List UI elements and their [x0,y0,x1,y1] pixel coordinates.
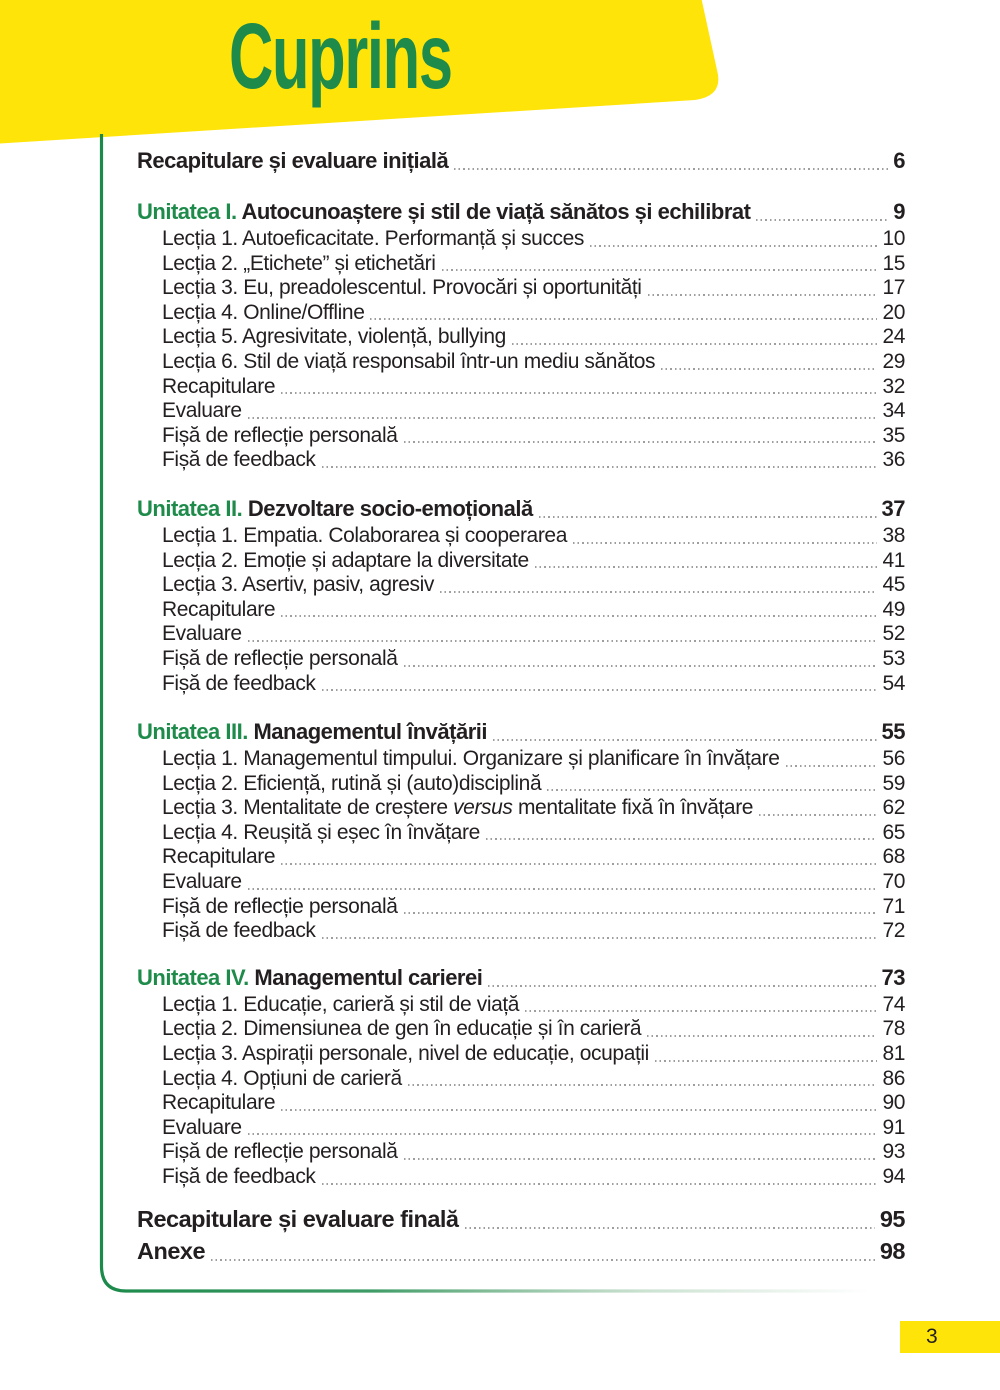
toc-entry-page: 34 [882,399,905,423]
toc-entry-label: Lecția 1. Managementul timpului. Organizare și planificare în învățare [162,747,780,771]
toc-entry-label: Lecția 3. Aspirații personale, nivel de educație, ocupații [162,1042,649,1066]
toc-entry [162,448,905,473]
toc-entry-page: 78 [882,1017,905,1041]
unit-heading [137,963,905,993]
toc-entry-label-italic: versus [453,796,513,820]
dotted-leader [281,863,877,865]
unit-items [137,227,905,473]
dotted-leader [404,1158,878,1160]
toc-entry-page: 81 [882,1042,905,1066]
toc-unit-1 [137,197,905,473]
toc-entry [162,350,905,375]
toc-entry-page: 54 [882,671,905,695]
dotted-leader [655,1060,877,1062]
toc-entry-page: 91 [882,1115,905,1139]
toc-entry [162,895,905,920]
toc-entry-label: Lecția 6. Stil de viață responsabil într-un mediu sănătos [162,349,656,373]
toc-entry-page: 68 [882,845,905,869]
toc-entry-label: Lecția 2. Eficiență, rutină și (auto)disciplină [162,771,542,795]
toc-entry-label [162,796,753,821]
toc-entry-page: 72 [882,919,905,943]
dotted-leader [512,343,878,345]
toc-entry-page: 74 [882,992,905,1016]
toc-entry-page: 59 [882,771,905,795]
toc-entry-page: 32 [882,374,905,398]
toc-entry-page: 55 [881,719,905,745]
toc-entry [162,622,905,647]
unit-heading-label [137,494,533,524]
dotted-leader [442,269,878,271]
toc-entry-page: 70 [882,870,905,894]
toc-entry-label: Lecția 4. Reușită și eșec în învățare [162,820,480,844]
toc-entry [162,276,905,301]
toc-entry-label: Fișă de feedback [162,1165,316,1188]
toc-entry-label: Anexe [137,1237,206,1264]
dotted-leader [759,814,877,816]
unit-title: Autocunoaștere și stil de viață sănătos și echilibrat [241,199,751,224]
toc-entry-label: Lecția 4. Online/Offline [162,300,365,324]
toc-entry-label: Lecția 3. Asertiv, pasiv, agresiv [162,573,434,597]
dotted-leader [535,566,878,568]
dotted-leader [648,294,878,296]
toc-entry-label: Lecția 2. Dimensiunea de gen în educație și în carieră [162,1017,642,1041]
toc-entry [162,549,905,574]
dotted-leader [661,368,877,370]
toc-entry-label: Lecția 2. „Etichete” și etichetări [162,251,436,275]
toc-entry-label: Recapitulare [162,374,276,398]
footer-page-number: 3 [926,1325,938,1348]
toc-entry-label: Lecția 2. Emoție și adaptare la diversitate [162,548,529,572]
unit-heading [137,494,905,524]
unit-number: Unitatea I. [137,199,237,224]
toc-entry [162,993,905,1018]
toc-entry-label: Lecția 3. Eu, preadolescentul. Provocări și oportunități [162,276,642,300]
toc-entry [162,821,905,846]
toc-entry-page: 73 [881,964,905,990]
unit-items [137,993,905,1190]
toc-entry-label-post: mentalitate fixă în învățare [512,796,754,820]
toc-entry-label: Fișă de reflecție personală [162,646,398,670]
dotted-leader [408,1084,878,1086]
toc-entry-label: Recapitulare [162,597,276,621]
unit-title: Managementul carierei [254,964,483,990]
toc-entry [162,672,905,697]
toc-entry [162,252,905,277]
unit-items [137,747,905,944]
dotted-leader [440,591,877,593]
toc-entry-page: 90 [882,1091,905,1115]
dotted-leader [370,318,877,320]
toc-entry-page: 65 [882,820,905,844]
dotted-leader [525,1010,877,1012]
toc-entry-label: Recapitulare [162,845,276,869]
toc-entry-page: 29 [882,349,905,373]
toc-entry [137,146,905,176]
toc-entry-label: Recapitulare [162,1091,276,1115]
dotted-leader [590,245,877,247]
unit-number: Unitatea III. [137,719,248,745]
toc-entry-page: 53 [882,646,905,670]
toc-entry-page: 20 [882,300,905,324]
toc-entry [162,747,905,772]
dotted-leader [756,219,888,221]
toc-entry-label: Fișă de feedback [162,919,316,943]
toc-unit-3 [137,717,905,944]
toc-entry-page: 41 [882,548,905,572]
dotted-leader [281,615,877,617]
toc-entry-page: 17 [882,276,905,300]
toc-entry-page: 95 [879,1205,905,1232]
toc-entry [162,301,905,326]
toc-entry [162,1116,905,1141]
unit-heading-label [137,197,750,227]
toc-entry [162,870,905,895]
toc-entry [162,1091,905,1116]
toc-entry [137,1235,905,1267]
toc-entry [162,647,905,672]
toc-entry-page: 10 [882,227,905,250]
toc-entry [162,227,905,252]
dotted-leader [248,1133,878,1135]
toc-entry-label: Lecția 4. Opțiuni de carieră [162,1066,402,1090]
toc-closing [137,1203,905,1267]
dotted-leader [786,765,878,767]
dotted-leader [573,542,877,544]
toc-entry [162,1067,905,1092]
dotted-leader [486,838,878,840]
unit-items [137,524,905,696]
unit-number: Unitatea IV. [137,964,249,990]
toc-entry-page: 45 [882,573,905,597]
toc-entry [162,399,905,424]
dotted-leader [465,1227,875,1229]
toc-entry-label: Fișă de reflecție personală [162,1140,398,1164]
toc-entry [162,919,905,944]
toc-entry [162,772,905,797]
toc-entry-page: 62 [882,796,905,820]
toc-entry-page: 6 [893,148,905,173]
toc-entry-page: 37 [881,495,905,521]
dotted-leader [647,1035,877,1037]
toc-entry-page: 94 [882,1165,905,1188]
toc-entry [162,1017,905,1042]
dotted-leader [493,739,877,741]
dotted-leader [539,516,877,518]
dotted-leader [322,1183,878,1185]
toc-entry-label: Fișă de reflecție personală [162,423,398,447]
toc-entry-label: Lecția 1. Empatia. Colaborarea și cooperarea [162,523,567,547]
toc-entry [162,1042,905,1067]
toc-unit-4 [137,963,905,1190]
dotted-leader [322,689,878,691]
dotted-leader [322,466,878,468]
toc-entry [137,1203,905,1235]
toc-entry-page: 15 [882,251,905,275]
unit-heading-label [137,963,482,993]
toc-entry [162,1140,905,1165]
footer-page-badge [900,1321,1000,1353]
dotted-leader [248,888,878,890]
dotted-leader [281,1109,877,1111]
toc-entry [162,424,905,449]
toc-entry [162,524,905,549]
toc-entry-page: 9 [893,199,905,224]
toc-entry [162,1165,905,1190]
dotted-leader [211,1259,875,1261]
toc-entry-page: 71 [882,894,905,918]
dotted-leader [547,789,877,791]
toc-entry [162,845,905,870]
unit-heading-label [137,717,487,747]
page-title: Cuprins [229,4,452,108]
toc-entry-label: Fișă de feedback [162,448,316,472]
toc-entry-page: 93 [882,1140,905,1164]
toc-entry-page: 24 [882,325,905,349]
unit-number: Unitatea II. [137,495,243,521]
toc-entry-label-pre: Lecția 3. Mentalitate de creștere [162,796,454,820]
toc-entry [162,796,905,821]
toc-entry-page: 35 [882,423,905,447]
toc-entry-page: 36 [882,448,905,472]
toc-entry [162,573,905,598]
toc-entry-label: Lecția 1. Educație, carieră și stil de viață [162,992,520,1016]
dotted-leader [454,168,888,170]
toc-entry [162,375,905,400]
unit-heading [137,717,905,747]
toc-entry-page: 98 [879,1237,905,1264]
dotted-leader [248,417,878,419]
unit-title: Dezvoltare socio-emoțională [247,495,533,521]
toc-entry-label: Evaluare [162,622,242,646]
toc-entry-page: 38 [882,523,905,547]
toc-entry-label: Recapitulare și evaluare finală [137,1205,459,1232]
toc-entry-label: Lecția 5. Agresivitate, violență, bullying [162,325,506,349]
dotted-leader [404,912,878,914]
dotted-leader [404,441,878,443]
toc-entry-label: Evaluare [162,1115,242,1139]
toc-entry-page: 49 [882,597,905,621]
dotted-leader [404,665,878,667]
toc-unit-2 [137,494,905,696]
unit-heading [137,197,905,227]
toc-entry-label: Lecția 1. Autoeficacitate. Performanță și succes [162,227,585,250]
unit-title: Managementul învățării [253,719,487,745]
dotted-leader [248,640,878,642]
toc-entry-page: 52 [882,622,905,646]
toc-entry-label: Evaluare [162,870,242,894]
toc-entry-label: Recapitulare și evaluare inițială [137,148,449,173]
dotted-leader [488,985,876,987]
toc-entry-page: 86 [882,1066,905,1090]
toc-entry-page: 56 [882,747,905,771]
toc-entry-label: Fișă de feedback [162,671,316,695]
dotted-leader [281,392,877,394]
toc-entry-label: Fișă de reflecție personală [162,894,398,918]
toc-entry [162,325,905,350]
dotted-leader [322,937,878,939]
table-of-contents [137,146,905,1267]
toc-entry [162,598,905,623]
toc-entry-label: Evaluare [162,399,242,423]
